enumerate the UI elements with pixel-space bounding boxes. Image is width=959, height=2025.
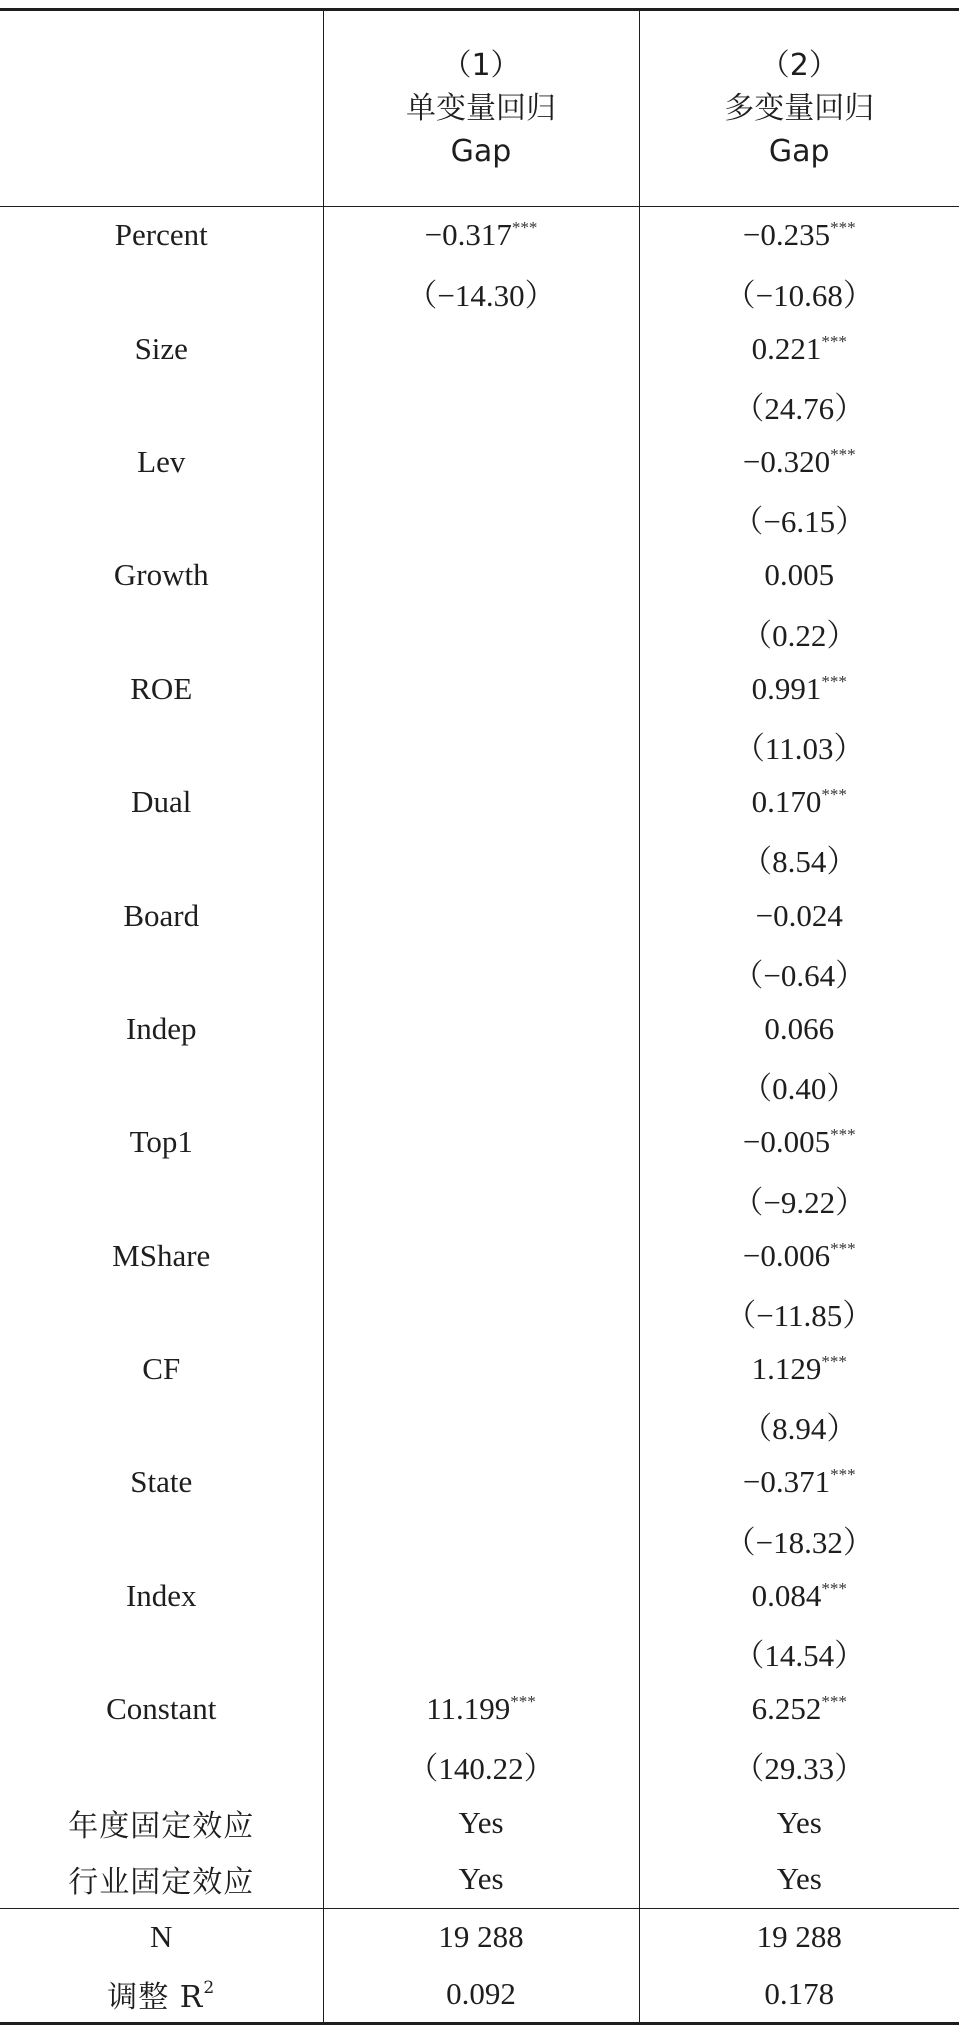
cell-value: 6.252 [752,1691,822,1726]
row-label [0,1454,323,1511]
r2-label: 调整 R [107,1980,203,2015]
cell-value: （8.94） [741,1411,857,1446]
row-label [0,831,323,888]
cell-value: （−14.30） [406,278,555,313]
significance-stars: *** [512,218,538,237]
row-label [0,207,323,264]
cell-col1 [323,1341,639,1398]
significance-stars: *** [830,1125,856,1144]
cell-col2 [639,547,959,604]
row-label [0,1171,323,1228]
cell-col1: 0.092 [323,1965,639,2023]
cell-col1 [323,264,639,321]
table-row [0,1624,959,1681]
cell-col1 [323,434,639,491]
row-label [0,1851,323,1908]
table-row [0,1057,959,1114]
significance-stars: *** [821,672,847,691]
significance-stars: *** [830,1239,856,1258]
table-row [0,887,959,944]
cell-col1 [323,944,639,1001]
cell-col1 [323,377,639,434]
cell-col2 [639,1114,959,1171]
row-label [0,490,323,547]
row-label [0,1284,323,1341]
col2-number: （2） [640,44,959,87]
cell-col2 [639,1171,959,1228]
cell-value: −0.317 [425,217,512,252]
cell-col2 [639,264,959,321]
table-row [0,831,959,888]
cell-col2 [639,717,959,774]
cell-value: −0.006 [743,1238,830,1273]
cell-value: CF [142,1351,180,1386]
row-label [0,377,323,434]
col1-number: （1） [324,44,639,87]
row-label [0,1511,323,1568]
header-col1 [323,10,639,207]
table-row [0,1114,959,1171]
table-row [0,1171,959,1228]
cell-col1: 19 288 [323,1908,639,1965]
cell-value: （14.54） [733,1638,865,1673]
cell-col1 [323,1454,639,1511]
table-row [0,1681,959,1738]
significance-stars: *** [510,1692,536,1711]
cell-col1 [323,1738,639,1795]
row-label [0,604,323,661]
row-label [0,1738,323,1795]
cell-col1 [323,490,639,547]
cell-value: Yes [458,1805,503,1840]
cell-col2 [639,434,959,491]
row-label [0,1624,323,1681]
cell-value: 年度固定效应 [68,1809,254,1844]
row-label [0,1114,323,1171]
cell-col1 [323,1284,639,1341]
cell-col2 [639,944,959,1001]
cell-col1 [323,547,639,604]
table-row [0,1738,959,1795]
cell-value: Lev [137,444,185,479]
cell-value: Yes [777,1805,822,1840]
cell-value: Index [126,1578,197,1613]
cell-col2 [639,1511,959,1568]
table-row [0,1397,959,1454]
significance-stars: *** [821,1352,847,1371]
row-label [0,1341,323,1398]
cell-value: （−18.32） [725,1525,874,1560]
cell-value: （0.40） [741,1071,857,1106]
header-row [0,10,959,207]
cell-col1 [323,1851,639,1908]
cell-value: 0.991 [752,671,822,706]
significance-stars: *** [821,1692,847,1711]
table-row [0,1851,959,1908]
table-row [0,1794,959,1851]
row-label [0,1568,323,1625]
table-body [0,207,959,2024]
row-label [0,944,323,1001]
cell-value: （−9.22） [732,1185,866,1220]
cell-value: （−11.85） [725,1298,873,1333]
table-row-n [0,1908,959,1965]
cell-col1 [323,887,639,944]
table-row-adj-r2 [0,1965,959,2023]
cell-col2 [639,320,959,377]
cell-value: −0.371 [743,1464,830,1499]
significance-stars: *** [830,445,856,464]
cell-col1 [323,1511,639,1568]
table-row [0,717,959,774]
cell-col2 [639,1851,959,1908]
cell-col2 [639,1794,959,1851]
cell-value: 1.129 [752,1351,822,1386]
table-row [0,434,959,491]
row-label [0,774,323,831]
col2-dependent: Gap [640,130,959,173]
cell-value: 0.084 [752,1578,822,1613]
table-row [0,1001,959,1058]
cell-col1 [323,717,639,774]
cell-value: 11.199 [426,1691,510,1726]
table-row [0,207,959,264]
cell-value: 0.170 [752,784,822,819]
table-row [0,604,959,661]
cell-value: −0.320 [743,444,830,479]
cell-col2 [639,207,959,264]
table-row [0,264,959,321]
row-label [0,887,323,944]
header-blank-cell [0,10,323,207]
row-label [0,547,323,604]
cell-value: Size [135,331,188,366]
significance-stars: *** [821,1579,847,1598]
cell-value: Constant [106,1691,216,1726]
cell-col2: 0.178 [639,1965,959,2023]
row-label [0,717,323,774]
cell-col1 [323,1568,639,1625]
regression-table [0,8,959,2025]
row-label [0,1057,323,1114]
cell-col2 [639,1057,959,1114]
cell-col2 [639,604,959,661]
table-row [0,661,959,718]
cell-value: （−6.15） [732,504,866,539]
cell-col2 [639,1284,959,1341]
cell-value: （11.03） [734,731,865,766]
cell-value: Indep [126,1011,197,1046]
cell-col2 [639,1738,959,1795]
cell-value: Yes [777,1861,822,1896]
table-row [0,1341,959,1398]
table-row [0,944,959,1001]
cell-value: State [130,1464,192,1499]
table-row [0,1284,959,1341]
cell-value: 0.221 [752,331,822,366]
row-label [0,1227,323,1284]
table-row [0,1511,959,1568]
cell-col2 [639,774,959,831]
cell-col1 [323,1681,639,1738]
table-row [0,547,959,604]
col1-title: 单变量回归 [324,87,639,130]
cell-col1 [323,1227,639,1284]
cell-value: Growth [114,557,209,592]
cell-value: Board [123,898,199,933]
cell-col2 [639,831,959,888]
row-label [0,1681,323,1738]
cell-col1 [323,207,639,264]
cell-col1 [323,661,639,718]
col2-title: 多变量回归 [640,87,959,130]
row-label [0,434,323,491]
cell-col2 [639,661,959,718]
cell-col1 [323,831,639,888]
cell-col1 [323,1794,639,1851]
cell-col1 [323,1397,639,1454]
cell-value: （140.22） [407,1751,554,1786]
table-row [0,1568,959,1625]
header-col2 [639,10,959,207]
table-row [0,1227,959,1284]
cell-col1 [323,774,639,831]
cell-col1 [323,604,639,661]
significance-stars: *** [821,785,847,804]
cell-value: MShare [112,1238,210,1273]
table-row [0,774,959,831]
table-row [0,1454,959,1511]
cell-col2 [639,1681,959,1738]
row-label: N [0,1908,323,1965]
cell-value: 0.066 [764,1011,834,1046]
cell-col2: 19 288 [639,1908,959,1965]
cell-value: −0.024 [756,898,843,933]
significance-stars: *** [830,1465,856,1484]
cell-col2 [639,1341,959,1398]
cell-value: （−10.68） [725,278,874,313]
cell-value: ROE [130,671,192,706]
cell-value: （29.33） [733,1751,865,1786]
cell-col1 [323,1171,639,1228]
cell-col2 [639,1624,959,1681]
row-label [0,1965,323,2023]
cell-value: −0.005 [743,1124,830,1159]
row-label [0,1794,323,1851]
significance-stars: *** [821,332,847,351]
cell-value: Percent [115,217,208,252]
cell-value: −0.235 [743,217,830,252]
cell-col1 [323,1624,639,1681]
col1-dependent: Gap [324,130,639,173]
cell-col2 [639,490,959,547]
cell-col1 [323,1057,639,1114]
row-label [0,1397,323,1454]
cell-value: 0.005 [764,557,834,592]
cell-value: Yes [458,1861,503,1896]
cell-col2 [639,1227,959,1284]
cell-col2 [639,1397,959,1454]
cell-value: （8.54） [741,844,857,879]
row-label [0,1001,323,1058]
significance-stars: *** [830,218,856,237]
cell-value: Top1 [130,1124,193,1159]
row-label [0,264,323,321]
table-row [0,320,959,377]
table-row [0,377,959,434]
cell-col2 [639,887,959,944]
cell-col2 [639,1001,959,1058]
cell-col1 [323,320,639,377]
cell-value: （0.22） [741,618,857,653]
table-row [0,490,959,547]
cell-col1 [323,1001,639,1058]
r2-superscript: 2 [203,1978,215,1998]
cell-value: 行业固定效应 [68,1865,254,1900]
row-label [0,320,323,377]
cell-col2 [639,377,959,434]
cell-col1 [323,1114,639,1171]
cell-value: （−0.64） [732,958,866,993]
row-label [0,661,323,718]
cell-col2 [639,1568,959,1625]
cell-value: （24.76） [733,391,865,426]
cell-col2 [639,1454,959,1511]
cell-value: Dual [131,784,191,819]
